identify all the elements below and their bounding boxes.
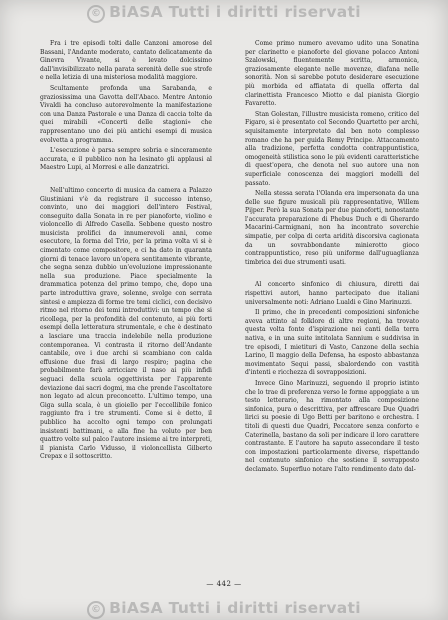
watermark-text: BiASA Tutti i diritti riservati <box>109 3 361 21</box>
paragraph: Come primo numero avevamo udito una Sonatina per clarinetto e pianoforte del giovane polacco Antoni Szalowski, fluentemente scritta, armonica, graziosamente elegante nelle movenze, diafana nelle sonorità. Non si sarebbe potuto desiderare esecuzione più morbida ed affiatata di quella offerta dal clarinettista Francesco Miotto e dal pianista Giorgio Favaretto. <box>245 40 419 108</box>
paragraph: Nell'ultimo concerto di musica da camera a Palazzo Giustiniani v'è da registrare il successo intenso, convinto, uno dei maggiori dell'intero Festival, conseguito dalla Sonata in re per pianoforte, violino e violoncello di Alfredo Casella. Sebbene questo nostro musicista prolifici da innumerevoli anni, come esecutore, la forma del Trio, per la prima volta vi si è cimentato come compositore, e ci ha dato in quaranta giorni di tenace lavoro un'opera sentitamente vibrante, che segna senza dubbio un'evoluzione impressionante nella sua produzione. Piace specialmente la drammatica potenza del primo tempo, che, dopo una parte introduttiva grave, solenne, svolge con serrata sintesi e ampiezza di forme tre temi ciclici, con decisivo ritmo nel ritorno dei temi introduttivi: un tempo che si ricollega, per la profondità del contenuto, ai più forti esempi della letteratura strumentale, e che è destinato a lasciare una traccia indelebile nella produzione contemporanea. Vi contrasta il ritorno dell'Andante cantabile, ove i due archi si scambiano con calda effusione due frasi di largo respiro; pagina che probabilmente farà arricciare il naso ai più infidi seguaci della scuola oggettivista per l'apparente deviazione dai sacri dogmi, ma che prende l'ascoltatore non legato ad alcun preconcetto. L'ultimo tempo, una Giga sulla scala, è un gioiello per l'eccellibile fonico raggiunto fra i tre strumenti. Come si è detto, il pubblico ha accolto ogni tempo con prolungati insistenti battimani, e alla fine ha voluto per ben quattro volte sul palco l'autore insieme ai tre interpreti, il pianista Carlo Vidusso, il violoncellista Gilberto Crepax e il sottoscritto. <box>40 186 212 461</box>
watermark-top <box>0 3 448 23</box>
copyright-icon: © <box>87 601 105 619</box>
paragraph: Invece Gino Marinuzzi, seguendo il proprio istinto che lo trae di preferenza verso le forme appoggiate a un testo letterario, ha rimontato alla composizione sinfonica, pura o descrittiva, per affrescare Due Quadri lirici su poesie di Ugo Betti per baritono e orchestra. I titoli di questi due Quadri, Peccatore senza conforto e Caterinella, bastano da soli per indicare il loro carattere contrastante. E l'autore ha saputo assecondare il testo con impostazioni particolarmente diverse, rispettando nel contenuto sinfonico che sostiene il sovrapposto declamato. Superfluo notare l'alto rendimento dato dal- <box>245 379 419 473</box>
paragraph: Stan Golestan, l'illustre musicista romeno, critico del Figaro, si è presentato col Secondo Quartetto per archi, squisitamente interpretato dal ben noto complesso romano che ha per guida Remy Principe. Attaccamento alla tradizione, perfetta condotta contrappuntistica, omogeneità stilistica sono le più evidenti caratteristiche di quest'opera, che denota nel suo autore una non superficiale conoscenza dei maggiori modelli del passato. <box>245 110 419 187</box>
paragraph: Al concerto sinfonico di chiusura, diretti dai rispettivi autori, hanno partecipato due italiani universalmente noti: Adriano Lualdi e Gino Marinuzzi. <box>245 281 419 306</box>
copyright-icon: © <box>87 5 105 23</box>
text-column-right <box>245 40 419 475</box>
watermark-text: BiASA Tutti i diritti riservati <box>109 599 361 617</box>
text-column-left <box>40 40 212 462</box>
paragraph: Il primo, che in precedenti composizioni sinfoniche aveva attinto al folklore di altre regioni, ha trovato questa volta fonte d'ispirazione nei canti della terra nativa, e in una suite intitolata Sannium e suddivisa in tre episodi, I mietituri di Vasto, Canzone della sechia Larino, Il maggio della Defensa, ha esposto abbastanza movimentato Sequi passi, sbalordendo con vastità d'intenti e ricchezza di sovrapposizioni. <box>245 309 419 377</box>
paragraph: Nella stessa serata l'Olanda era impersonata da una delle sue figure musicali più rappresentative, Willem Pijper. Però la sua Sonata per due pianoforti, nonostante l'accurata preparazione di Phebus Duch e di Gherardo Macarini-Carmignani, non ha incontrato soverchie simpatie, per colpa di certa aridità discorsiva cagionata da un sovrabbondante minierotto gioco contrappuntistico, reso più uniforme dall'uguaglianza timbrica dei due strumenti usati. <box>245 190 420 266</box>
paragraph: L'esecuzione è parsa sempre sobria e sinceramente accurata, e il pubblico non ha lesinato gli applausi al Maestro Lupi, al Morresi e alle danzatrici. <box>40 147 212 172</box>
paragraph: Scultamente profonda una Sarabanda, e graziosissima una Gavotta dell'Abaco. Mentre Antonio Vivaldi ha concluso autorevolmente la manifestazione con una Danza Pastorale e una Danza di caccia tolte da quei mirabili «Concerti delle stagioni» che rappresentano uno dei più antichi esempi di musica evolvetta a programma. <box>40 84 212 144</box>
paragraph: Fra i tre episodi tolti dalle Canzoni amorose del Bassani, l'Andante moderato, cantato delicatamente da Ginevra Vivante, si è levato dolcissimo dall'invisibilizzato nella parata serenità delle sue strofe e nella letizia di una misteriosa modalità maggiore. <box>40 40 212 82</box>
page-number: — 442 — <box>206 580 242 588</box>
watermark-bottom <box>0 599 448 619</box>
